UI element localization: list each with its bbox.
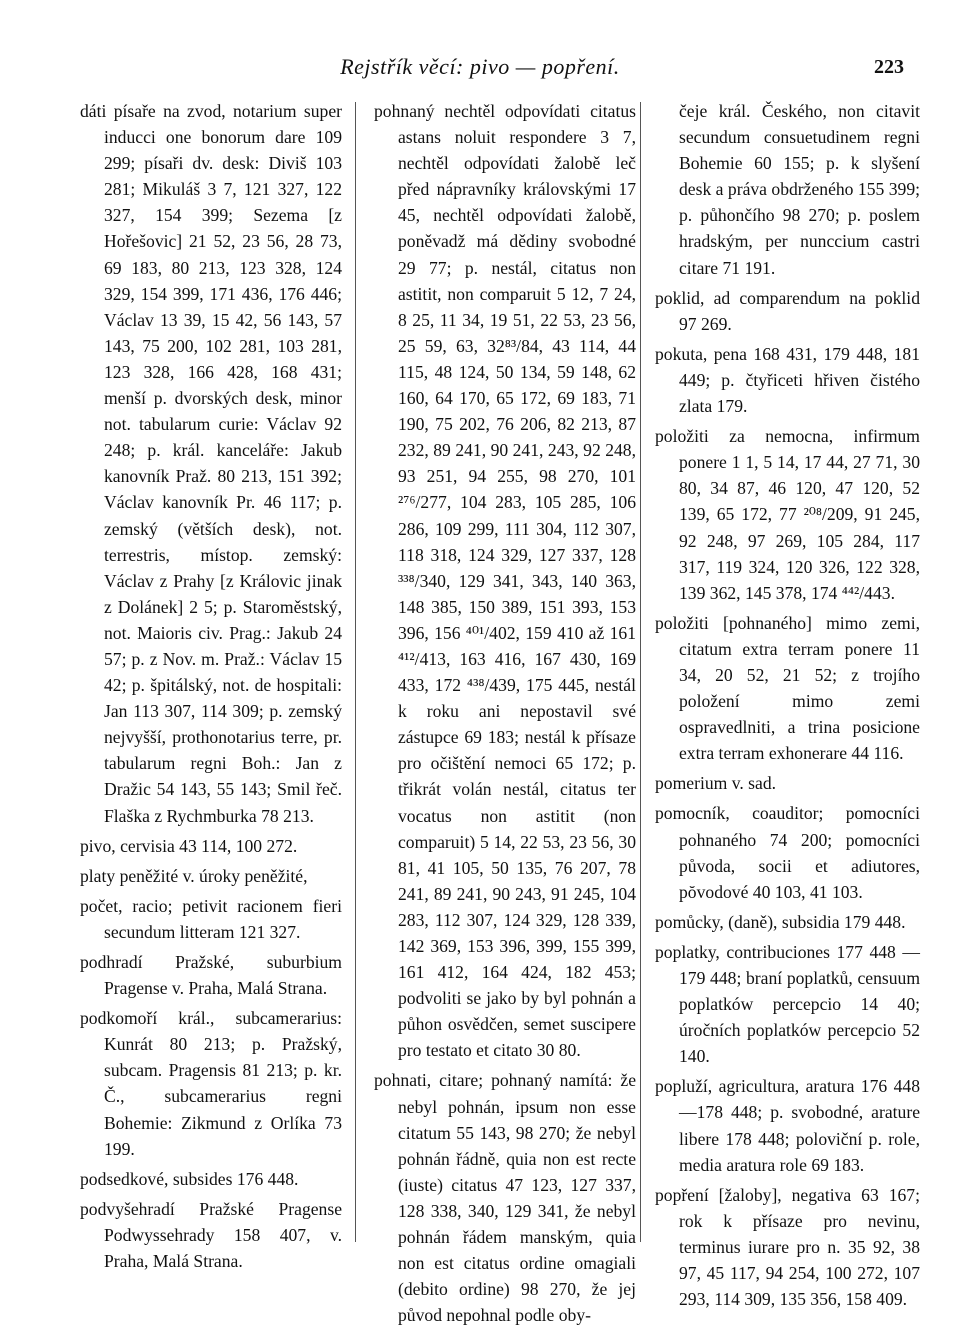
index-entry: dáti písaře na zvod, notarium super inducci one bonorum dare 109 299; písaři dv. desk: Diviš 103 281; Mikuláš 3 7, 121 327, 122 327, 154 399; Sezema [z Hořešovic] 21 52, 23 56, 28 73, 69 183, 80 213, 123 328, 124 329, 154 399, 171 436, 176 446; Václav 13 39, 15 42, 56 143, 57 143, 75 200, 102 281, 103 281, 123 328, 166 428, 168 431; menší p. dvorských desk, minor not. tabularum curie: Václav 92 248; p. král. kanceláře: Jakub kanovník Praž. 80 213, 151 392; Václav kanovník Pr. 46 117; p. zemský (větších desk), not. terrestris, místop. zemský: Václav z Prahy [z Královic jinak z Dolánek] 2 5; p. Staroměstský, not. Maioris civ. Prag.: Jakub 24 57; p. z Nov. m. Praž.: Václav 15 42; p. špitálský, not. de hospitali: Jan 113 307, 114 309; p. zemský nejvyšší, prothonotarius terre, pr. tabularum regni Boh.: Jan z Dražic 54 143, 55 143; Smil řeč. Flaška z Rychmburka 78 213.	[80, 101, 342, 826]
index-entry: pomerium v. sad.	[655, 773, 777, 794]
index-entry: pohnaný nechtěl odpovídati citatus astans noluit respondere 3 7, nechtěl odpovídati žalobě leč před nápravníky královskými 17 45, nechtěl odpovídati žalobě, poněvadž má dědiny svobodné 29 77; p. nestál, citatus non astitit, non comparuit 5 12, 7 24, 8 25, 11 34, 19 51, 22 53, 23 56, 25 59, 63, 32⁸³/84, 43 114, 44 115, 48 124, 50 134, 59 148, 62 160, 64 170, 65 172, 69 183, 71 190, 75 202, 76 206, 82 213, 87 232, 89 241, 90 241, 243, 92 248, 93 251, 94 255, 98 270, 101 ²⁷⁶/277, 104 283, 105 285, 106 286, 109 299, 111 304, 112 307, 118 318, 124 329, 127 337, 128 ³³⁸/340, 129 341, 343, 140 363, 148 385, 150 389, 151 393, 153 396, 156 ⁴⁰¹/402, 159 410 až 161 ⁴¹²/413, 163 416, 167 430, 169 433, 172 ⁴³⁸/439, 175 445, nestál k roku ani nepostavil své zástupce 69 183; nestál k přísaze pro očištění nemoci 65 172; p. třikrát volán nestál, citatus ter vocatus non astitit (non comparuit) 5 14, 22 53, 23 56, 30 81, 41 105, 50 135, 76 207, 78 241, 89 241, 90 243, 91 245, 104 283, 112 307, 124 329, 128 339, 142 369, 153 396, 399, 155 399, 161 412, 164 424, 182 453; podvoliti se jako by byl pohnán a půhon osvědčen, semet suscipere pro testato et citato 30 80.	[374, 101, 636, 1061]
index-entry: poplatky, contribuciones 177 448 —179 448; braní poplatků, censuum poplatków percepcio 14 40; úročních poplatków percepcio 52 140.	[655, 941, 920, 1067]
index-entry: pokuta, pena 168 431, 179 448, 181 449; p. čtyřiceti hřiven čistého zlata 179.	[655, 343, 920, 417]
index-columns	[80, 98, 920, 1326]
index-entry: pomůcky, (daně), subsidia 179 448.	[655, 911, 906, 932]
index-entry: podhradí Pražské, suburbium Pragense v. Praha, Malá Strana.	[80, 952, 342, 999]
column-middle	[374, 98, 636, 1326]
column-left	[80, 98, 342, 1272]
column-right	[655, 98, 920, 1310]
index-entry: podkomoří král., subcamerarius: Kunrát 80 213; p. Pražský, subcam. Pragensis 81 213; p. kr. Č., subcamerarius regni Bohemie: Zikmund z Orlíka 73 199.	[80, 1008, 342, 1159]
running-title: Rejstřík věcí: pivo — popření.	[340, 54, 620, 79]
index-entry: položiti za nemocna, infirmum ponere 1 1, 5 14, 17 44, 27 71, 30 80, 34 87, 46 120, 47 120, 52 139, 65 172, 77 ²⁰⁸/209, 91 245, 92 248, 97 269, 105 284, 117 317, 119 324, 120 326, 122 328, 139 362, 145 378, 174 ⁴⁴²/443.	[655, 426, 920, 603]
index-entry: podvyšehradí Pražské Pragense Podwyssehrady 158 407, v. Praha, Malá Strana.	[80, 1198, 342, 1272]
index-entry: poklid, ad comparendum na poklid 97 269.	[655, 287, 920, 334]
index-entry: podsedkové, subsides 176 448.	[80, 1168, 299, 1189]
index-entry: položiti [pohnaného] mimo zemi, citatum extra terram ponere 11 34, 20 52, 21 52; z trojího položení mimo zemi ospravedlniti, a trina posicione extra terram exhonerare 44 116.	[655, 612, 920, 764]
index-entry: pohnati, citare; pohnaný namítá: že nebyl pohnán, ipsum non esse citatum 55 143, 98 270; že nebyl pohnán řádně, quia non est recte (iuste) citatus 47 123, 127 337, 128 338, 340, 129 341, že nebyl pohnán řádem manským, quia non est citatus ordine omagiali (debito ordine) 98 270, že jej původ nepohnal podle oby-	[374, 1070, 636, 1326]
index-entry: pomocník, coauditor; pomocníci pohnaného 74 200; pomocníci původa, socii et adiutores, pŏvodové 40 103, 41 103.	[655, 803, 920, 902]
index-entry: popluží, agricultura, aratura 176 448—178 448; p. svobodné, arature libere 178 448; poloviční p. role, media aratura role 69 183.	[655, 1076, 920, 1175]
index-entry-continued: čeje král. Českého, non citavit secundum consuetudinem regni Bohemie 60 155; p. k slyšení desk a práva obdrženého 155 399; p. půhončího 98 270; p. poslem hradským, per nunccium castri citare 71 191.	[679, 101, 920, 278]
page-number: 223	[874, 56, 904, 78]
index-entry: počet, racio; petivit racionem fieri secundum litteram 121 327.	[80, 895, 342, 942]
column-divider	[640, 102, 641, 1242]
index-entry: pivo, cervisia 43 114, 100 272.	[80, 835, 298, 856]
column-divider	[355, 102, 356, 1242]
index-entry: popření [žaloby], negativa 63 167; rok k přísaze pro nevinu, terminus iurare pro n. 35 92, 38 97, 45 117, 94 254, 100 272, 107 293, 114 309, 135 356, 158 409.	[655, 1184, 920, 1310]
index-entry: platy peněžité v. úroky peněžité,	[80, 865, 308, 886]
running-head	[0, 50, 960, 90]
